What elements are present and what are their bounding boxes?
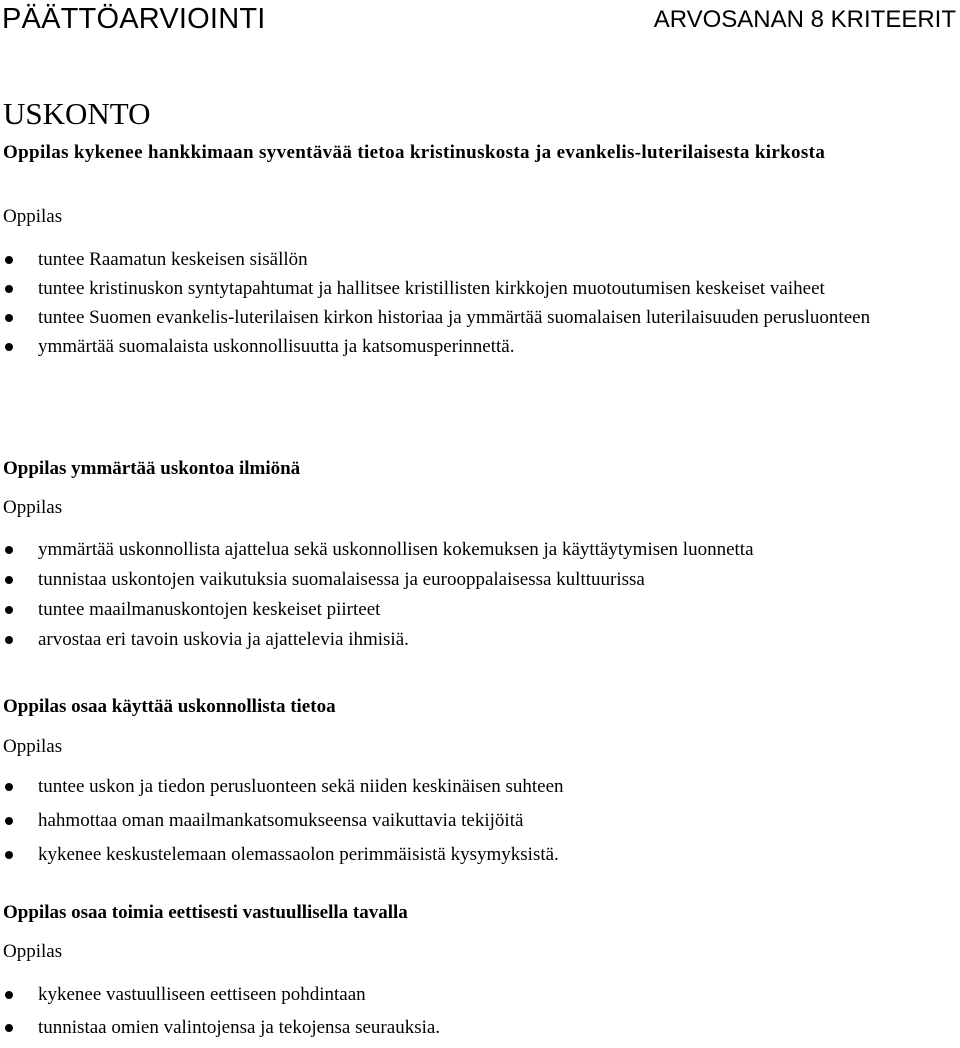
section-2-intro: Oppilas bbox=[3, 497, 63, 518]
section-1-intro: Oppilas bbox=[3, 206, 63, 227]
section-4-title: Oppilas osaa toimia eettisesti vastuullisella tavalla bbox=[3, 902, 408, 923]
section-3-list bbox=[0, 774, 958, 876]
section-1-list bbox=[0, 247, 958, 363]
list-item: tuntee Raamatun keskeisen sisällön bbox=[0, 247, 958, 272]
list-item: tuntee kristinuskon syntytapahtumat ja hallitsee kristillisten kirkkojen muotoutumisen keskeiset vaiheet bbox=[0, 276, 958, 301]
list-item: tunnistaa omien valintojensa ja tekojensa seurauksia. bbox=[0, 1015, 958, 1040]
list-item: tuntee uskon ja tiedon perusluonteen sekä niiden keskinäisen suhteen bbox=[0, 774, 958, 799]
list-item: tunnistaa uskontojen vaikutuksia suomalaisessa ja eurooppalaisessa kulttuurissa bbox=[0, 567, 958, 592]
list-item: ymmärtää suomalaista uskonnollisuutta ja katsomusperinnettä. bbox=[0, 334, 958, 359]
section-4-intro: Oppilas bbox=[3, 941, 63, 962]
list-item: hahmottaa oman maailmankatsomukseensa vaikuttavia tekijöitä bbox=[0, 808, 958, 833]
document-title: PÄÄTTÖARVIOINTI bbox=[2, 3, 266, 35]
list-item: kykenee vastuulliseen eettiseen pohdintaan bbox=[0, 982, 958, 1007]
section-2-title: Oppilas ymmärtää uskontoa ilmiönä bbox=[3, 458, 301, 479]
grade-criteria-title: ARVOSANAN 8 KRITEERIT bbox=[653, 6, 956, 33]
page-header bbox=[2, 0, 956, 40]
section-1-title: Oppilas kykenee hankkimaan syventävää tietoa kristinuskosta ja evankelis-luterilaisesta kirkosta bbox=[3, 142, 826, 163]
subject-heading: USKONTO bbox=[3, 96, 151, 131]
section-3-title: Oppilas osaa käyttää uskonnollista tietoa bbox=[3, 696, 336, 717]
list-item: kykenee keskustelemaan olemassaolon perimmäisistä kysymyksistä. bbox=[0, 842, 958, 867]
section-4-list bbox=[0, 982, 958, 1048]
section-2-list bbox=[0, 537, 958, 657]
list-item: tuntee maailmanuskontojen keskeiset piirteet bbox=[0, 597, 958, 622]
list-item: ymmärtää uskonnollista ajattelua sekä uskonnollisen kokemuksen ja käyttäytymisen luonnetta bbox=[0, 537, 958, 562]
list-item: arvostaa eri tavoin uskovia ja ajattelevia ihmisiä. bbox=[0, 627, 958, 652]
section-3-intro: Oppilas bbox=[3, 736, 63, 757]
list-item: tuntee Suomen evankelis-luterilaisen kirkon historiaa ja ymmärtää suomalaisen luterilaisuuden perusluonteen bbox=[0, 305, 958, 330]
